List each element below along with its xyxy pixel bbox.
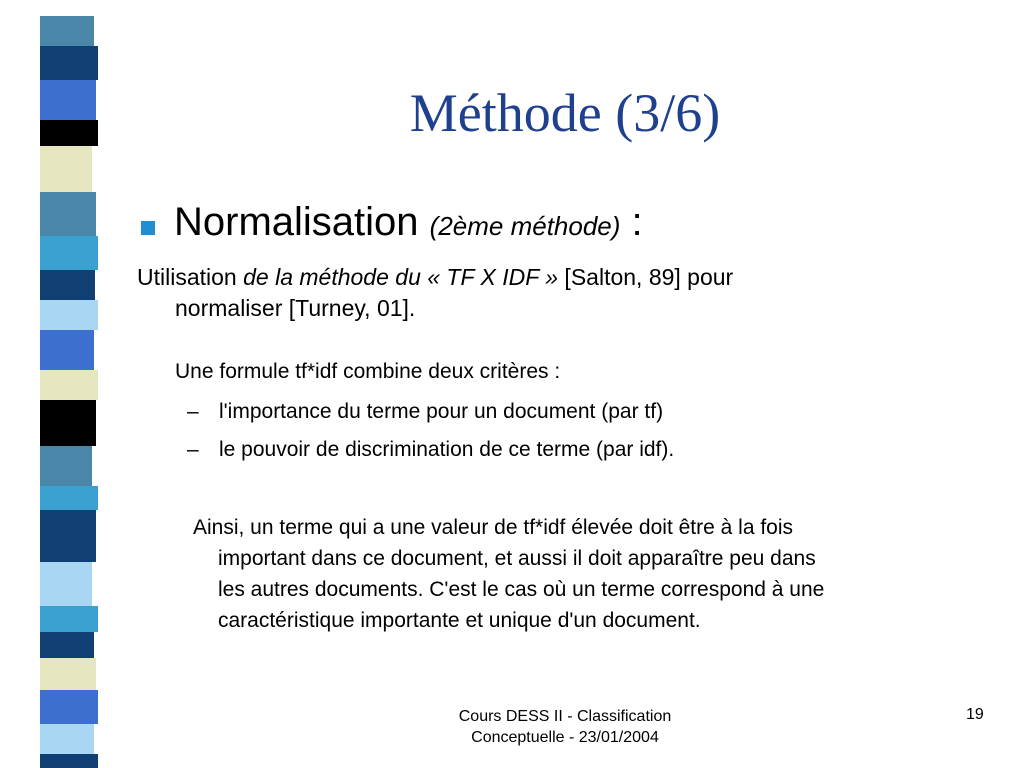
heading-main: Normalisation	[174, 200, 419, 244]
stripe-block	[40, 754, 98, 768]
stripe-block	[40, 632, 94, 658]
stripe-block	[40, 0, 98, 16]
stripe-block	[40, 46, 98, 80]
dash-bullet-icon: –	[187, 400, 199, 423]
stripe-block	[40, 446, 92, 486]
stripe-block	[40, 192, 96, 236]
criterion-item	[187, 438, 674, 462]
stripe-block	[40, 510, 96, 562]
stripe-block	[40, 146, 92, 192]
stripe-block	[40, 724, 94, 754]
stripe-block	[40, 236, 98, 270]
stripe-block	[40, 300, 98, 330]
conclusion-line: important dans ce document, et aussi il doit apparaître peu dans	[218, 547, 816, 570]
heading-colon: :	[620, 200, 643, 244]
criterion-item	[187, 400, 663, 424]
conclusion-paragraph	[193, 512, 983, 636]
heading-subtitle: (2ème méthode)	[429, 211, 621, 241]
stripe-block	[40, 562, 92, 606]
footer-line: Conceptuelle - 23/01/2004	[471, 729, 659, 746]
usage-method: de la méthode du « TF X IDF »	[243, 264, 559, 290]
conclusion-line: les autres documents. C'est le cas où un terme correspond à une	[218, 578, 825, 601]
stripe-block	[40, 658, 96, 690]
formula-intro: Une formule tf*idf combine deux critères :	[175, 360, 561, 383]
usage-line2: normaliser [Turney, 01].	[175, 295, 416, 321]
stripe-block	[40, 606, 98, 632]
stripe-block	[40, 400, 96, 446]
slide-footer	[400, 706, 730, 748]
usage-prefix: Utilisation	[137, 264, 244, 290]
criterion-text: le pouvoir de discrimination de ce terme (par idf).	[219, 438, 675, 461]
stripe-block	[40, 80, 96, 120]
usage-paragraph	[137, 262, 937, 324]
conclusion-line: Ainsi, un terme qui a une valeur de tf*idf élevée doit être à la fois	[193, 516, 794, 539]
stripe-block	[40, 330, 94, 370]
stripe-block	[40, 690, 98, 724]
page-number: 19	[966, 706, 984, 723]
criterion-text: l'importance du terme pour un document (par tf)	[219, 400, 664, 423]
decorative-stripe	[40, 0, 98, 768]
stripe-block	[40, 120, 98, 146]
usage-suffix: [Salton, 89] pour	[558, 264, 734, 290]
stripe-block	[40, 370, 98, 400]
section-heading	[174, 200, 643, 245]
conclusion-line: caractéristique importante et unique d'un document.	[218, 609, 701, 632]
stripe-block	[40, 270, 95, 300]
footer-line: Cours DESS II - Classification	[458, 708, 672, 725]
square-bullet-icon	[141, 221, 155, 235]
stripe-block	[40, 16, 94, 46]
slide-title: Méthode (3/6)	[409, 83, 721, 143]
dash-bullet-icon: –	[187, 438, 199, 461]
stripe-block	[40, 486, 98, 510]
